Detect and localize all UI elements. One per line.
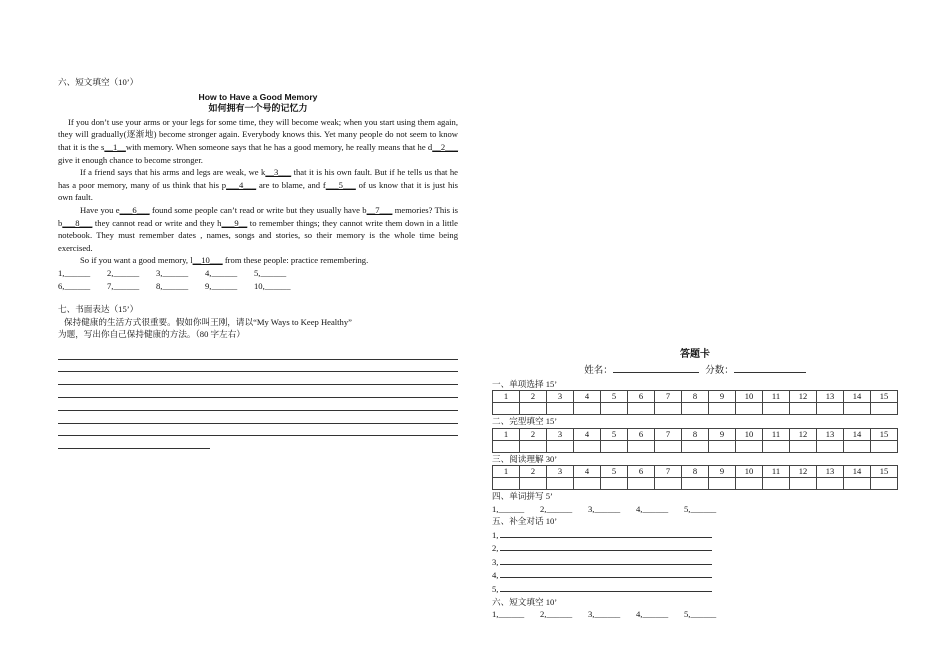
blank-9: ___9__: [221, 217, 248, 228]
section7-heading: 七、书面表达（15’）: [58, 304, 139, 315]
blank-6: ___6___: [119, 204, 150, 215]
p1-text-b: with memory. When someone says that he has a good memory, he really means that he d: [125, 141, 433, 152]
grid-number-cell: 11: [763, 391, 790, 403]
grid-answer-cell[interactable]: [817, 478, 844, 490]
answer-blank[interactable]: 1,______: [492, 609, 525, 619]
grid-answer-cell[interactable]: [574, 440, 601, 452]
blank-5: ___5___: [325, 179, 356, 190]
dialogue-answer-field[interactable]: [500, 555, 712, 565]
grid-answer-cell[interactable]: [601, 440, 628, 452]
grid-answer-cell[interactable]: [574, 403, 601, 415]
dialogue-number: 3,: [492, 556, 499, 567]
dialogue-number: 5,: [492, 584, 499, 594]
section2-answer-grid: [492, 428, 898, 453]
section6-heading: 六、短文填空（10’）: [58, 77, 139, 87]
writing-line[interactable]: [58, 347, 458, 360]
dialogue-number: 1,: [492, 529, 499, 540]
grid-answer-cell[interactable]: [520, 440, 547, 452]
exam-left-column: [58, 76, 458, 449]
grid-number-cell: 13: [817, 391, 844, 403]
dialogue-answer-field[interactable]: [500, 541, 712, 551]
section1-label: 一、单项选择 15’: [492, 379, 558, 389]
answer-card-title: 答题卡: [680, 349, 710, 360]
grid-number-cell: 6: [628, 466, 655, 478]
name-label: 姓名：: [584, 366, 613, 376]
answer-blank[interactable]: 5,______: [254, 267, 287, 278]
grid-number-cell: 3: [547, 391, 574, 403]
answer-blank[interactable]: 4,______: [636, 503, 669, 514]
grid-number-cell: 8: [682, 391, 709, 403]
grid-answer-cell[interactable]: [655, 440, 682, 452]
grid-answer-cell[interactable]: [817, 440, 844, 452]
grid-number-cell: 7: [655, 428, 682, 440]
writing-line[interactable]: [58, 385, 458, 398]
grid-number-cell: 10: [736, 428, 763, 440]
answer-row[interactable]: [493, 403, 898, 415]
writing-line[interactable]: [58, 411, 458, 424]
answer-blank[interactable]: 2,______: [107, 267, 140, 278]
blank-1: __1__: [104, 141, 126, 152]
p2-text-a: If a friend says that his arms and legs are weak, we k: [80, 167, 266, 178]
grid-answer-cell[interactable]: [628, 440, 655, 452]
grid-answer-cell[interactable]: [547, 403, 574, 415]
writing-line[interactable]: [58, 398, 458, 411]
grid-answer-cell[interactable]: [871, 440, 898, 452]
grid-answer-cell[interactable]: [763, 403, 790, 415]
answer-row[interactable]: [493, 478, 898, 490]
grid-answer-cell[interactable]: [790, 440, 817, 452]
grid-answer-cell[interactable]: [736, 478, 763, 490]
p1-text-c: give it enough chance to become stronger.: [58, 154, 203, 165]
grid-answer-cell[interactable]: [844, 440, 871, 452]
passage-paragraph-3: [58, 204, 458, 254]
grid-answer-cell[interactable]: [709, 403, 736, 415]
grid-answer-cell[interactable]: [682, 478, 709, 490]
answer-blank[interactable]: 9,______: [205, 280, 238, 291]
passage-title-en: How to Have a Good Memory: [198, 91, 318, 102]
dialogue-line[interactable]: [492, 541, 898, 555]
grid-answer-cell[interactable]: [871, 403, 898, 415]
answer-blank[interactable]: 8,______: [156, 280, 189, 291]
grid-number-cell: 2: [520, 428, 547, 440]
dialogue-line[interactable]: [492, 528, 898, 542]
blank-8: ___8___: [62, 217, 93, 228]
answer-blank[interactable]: 3,______: [156, 267, 189, 278]
grid-number-cell: 9: [709, 428, 736, 440]
passage-paragraph-1: [58, 116, 458, 166]
passage-paragraph-4: [58, 254, 458, 267]
grid-number-cell: 5: [601, 391, 628, 403]
grid-answer-cell[interactable]: [628, 478, 655, 490]
grid-number-cell: 9: [709, 391, 736, 403]
grid-answer-cell[interactable]: [628, 403, 655, 415]
answer-blank[interactable]: 3,______: [588, 503, 621, 514]
p3-text-b: found some people can’t read or write but they usually have b: [149, 204, 367, 215]
p1-text-a: If you don’t use your arms or your legs for some time, they will become weak; when you start using them again, they will gradually(逐渐地) become stronger again. Everybody knows this. Yet many people do not seem to know that it is the s: [58, 116, 458, 152]
dialogue-number: 2,: [492, 543, 499, 554]
dialogue-answer-field[interactable]: [500, 528, 712, 538]
grid-answer-cell[interactable]: [493, 440, 520, 452]
grid-answer-cell[interactable]: [709, 440, 736, 452]
grid-number-cell: 7: [655, 391, 682, 403]
section7-prompt-line-2: 为题，写出你自己保持健康的方法。（80 字左右）: [58, 329, 245, 340]
grid-number-cell: 15: [871, 391, 898, 403]
writing-area[interactable]: [58, 347, 458, 449]
score-field[interactable]: [734, 362, 806, 373]
grid-number-cell: 12: [790, 391, 817, 403]
grid-number-cell: 11: [763, 428, 790, 440]
writing-line[interactable]: [58, 360, 458, 373]
name-field[interactable]: [613, 362, 699, 373]
number-row: [493, 428, 898, 440]
grid-number-cell: 1: [493, 391, 520, 403]
grid-answer-cell[interactable]: [520, 403, 547, 415]
grid-answer-cell[interactable]: [844, 478, 871, 490]
grid-answer-cell[interactable]: [871, 478, 898, 490]
p4-text-b: from these people: practice remembering.: [222, 255, 369, 266]
section4-label: 四、单词拼写 5’: [492, 491, 553, 502]
section2-label: 二、完型填空 15’: [492, 416, 558, 427]
answer-blanks-row-1: [58, 267, 458, 280]
grid-answer-cell[interactable]: [655, 478, 682, 490]
score-label: 分数：: [705, 366, 734, 376]
grid-number-cell: 10: [736, 466, 763, 478]
number-row: [493, 466, 898, 478]
answer-blank[interactable]: 5,______: [684, 503, 717, 514]
answer-blank[interactable]: 6,______: [58, 280, 91, 291]
name-score-bar: [492, 362, 898, 378]
grid-number-cell: 3: [547, 466, 574, 478]
grid-number-cell: 12: [790, 466, 817, 478]
dialogue-answer-field[interactable]: [500, 582, 712, 592]
section1-answer-grid: [492, 390, 898, 415]
grid-number-cell: 14: [844, 391, 871, 403]
grid-answer-cell[interactable]: [736, 440, 763, 452]
blank-3: __3___: [265, 167, 292, 178]
grid-number-cell: 15: [871, 466, 898, 478]
section5-label: 五、补全对话 10’: [492, 516, 558, 527]
p3-text-e: to remember things; they cannot write them down in a little notebook. They must remember dates , names, songs and stories, so their memory is the whole time being exercised.: [58, 217, 458, 253]
grid-number-cell: 8: [682, 428, 709, 440]
p4-text-a: So if you want a good memory, l: [80, 255, 193, 266]
grid-number-cell: 1: [493, 466, 520, 478]
grid-answer-cell[interactable]: [574, 478, 601, 490]
blank-7: __7___: [366, 204, 393, 215]
writing-line[interactable]: [58, 436, 210, 449]
grid-number-cell: 3: [547, 428, 574, 440]
dialogue-line[interactable]: [492, 555, 898, 569]
grid-answer-cell[interactable]: [601, 403, 628, 415]
grid-number-cell: 11: [763, 466, 790, 478]
grid-answer-cell[interactable]: [547, 478, 574, 490]
grid-number-cell: 14: [844, 466, 871, 478]
grid-number-cell: 5: [601, 466, 628, 478]
grid-number-cell: 9: [709, 466, 736, 478]
grid-number-cell: 6: [628, 391, 655, 403]
answer-blank[interactable]: 5,______: [684, 609, 717, 619]
answer-blank[interactable]: 2,______: [540, 609, 573, 619]
dialogue-line[interactable]: [492, 568, 898, 582]
answer-blank[interactable]: 1,______: [492, 503, 525, 514]
grid-number-cell: 15: [871, 428, 898, 440]
number-row: [493, 391, 898, 403]
grid-number-cell: 5: [601, 428, 628, 440]
grid-answer-cell[interactable]: [790, 403, 817, 415]
section4-blanks: [492, 503, 898, 516]
section6-label: 六、短文填空 10’: [492, 596, 558, 607]
p2-text-b: that it is his own fault. But if he tells us that he has a poor memory, many of us think that his p: [58, 167, 458, 190]
grid-number-cell: 4: [574, 391, 601, 403]
writing-line[interactable]: [58, 372, 458, 385]
answer-blank[interactable]: 3,______: [588, 609, 621, 619]
grid-number-cell: 8: [682, 466, 709, 478]
dialogue-number: 4,: [492, 570, 499, 581]
answer-blank[interactable]: 10,______: [254, 280, 291, 291]
answer-blanks-row-2: [58, 280, 458, 293]
grid-number-cell: 7: [655, 466, 682, 478]
grid-answer-cell[interactable]: [682, 440, 709, 452]
grid-number-cell: 2: [520, 391, 547, 403]
grid-number-cell: 10: [736, 391, 763, 403]
grid-number-cell: 4: [574, 428, 601, 440]
passage-paragraph-2: [58, 166, 458, 204]
grid-number-cell: 14: [844, 428, 871, 440]
section3-label: 三、阅读理解 30’: [492, 453, 558, 464]
blank-4: ___4___: [226, 179, 257, 190]
blank-10: __10___: [192, 255, 223, 266]
answer-row[interactable]: [493, 440, 898, 452]
answer-card: [492, 348, 898, 621]
grid-number-cell: 4: [574, 466, 601, 478]
grid-answer-cell[interactable]: [790, 478, 817, 490]
p2-text-d: of us know that it is just his own fault.: [58, 179, 458, 203]
grid-number-cell: 13: [817, 466, 844, 478]
grid-answer-cell[interactable]: [844, 403, 871, 415]
grid-answer-cell[interactable]: [682, 403, 709, 415]
grid-number-cell: 1: [493, 428, 520, 440]
grid-answer-cell[interactable]: [817, 403, 844, 415]
p3-text-d: they cannot read or write and they h: [92, 217, 222, 228]
p2-text-c: are to blame, and f: [256, 179, 326, 190]
passage-title-cn: 如何拥有一个号的记忆力: [208, 104, 308, 115]
grid-number-cell: 13: [817, 428, 844, 440]
grid-answer-cell[interactable]: [601, 478, 628, 490]
grid-answer-cell[interactable]: [655, 403, 682, 415]
dialogue-line[interactable]: [492, 582, 898, 596]
p3-text-a: Have you e: [80, 204, 120, 215]
section6-blanks: [492, 608, 898, 621]
answer-blank[interactable]: 2,______: [540, 503, 573, 514]
answer-blank[interactable]: 4,______: [636, 609, 669, 619]
grid-answer-cell[interactable]: [709, 478, 736, 490]
section7-prompt-line-1: 保持健康的生活方式很重要。假如你叫王刚，请以“My Ways to Keep Healthy”: [64, 316, 352, 327]
blank-2: __2___: [432, 141, 458, 152]
answer-blank[interactable]: 4,______: [205, 267, 238, 278]
grid-answer-cell[interactable]: [736, 403, 763, 415]
section3-answer-grid: [492, 465, 898, 490]
answer-blank[interactable]: 1,______: [58, 267, 91, 278]
grid-answer-cell[interactable]: [493, 403, 520, 415]
grid-number-cell: 6: [628, 428, 655, 440]
answer-blank[interactable]: 7,______: [107, 280, 140, 291]
grid-number-cell: 12: [790, 428, 817, 440]
writing-line[interactable]: [58, 424, 458, 437]
grid-answer-cell[interactable]: [763, 440, 790, 452]
grid-answer-cell[interactable]: [520, 478, 547, 490]
grid-answer-cell[interactable]: [547, 440, 574, 452]
p3-text-c: memories? This is b: [58, 204, 458, 228]
dialogue-answer-field[interactable]: [500, 568, 712, 578]
grid-answer-cell[interactable]: [763, 478, 790, 490]
grid-answer-cell[interactable]: [493, 478, 520, 490]
grid-number-cell: 2: [520, 466, 547, 478]
